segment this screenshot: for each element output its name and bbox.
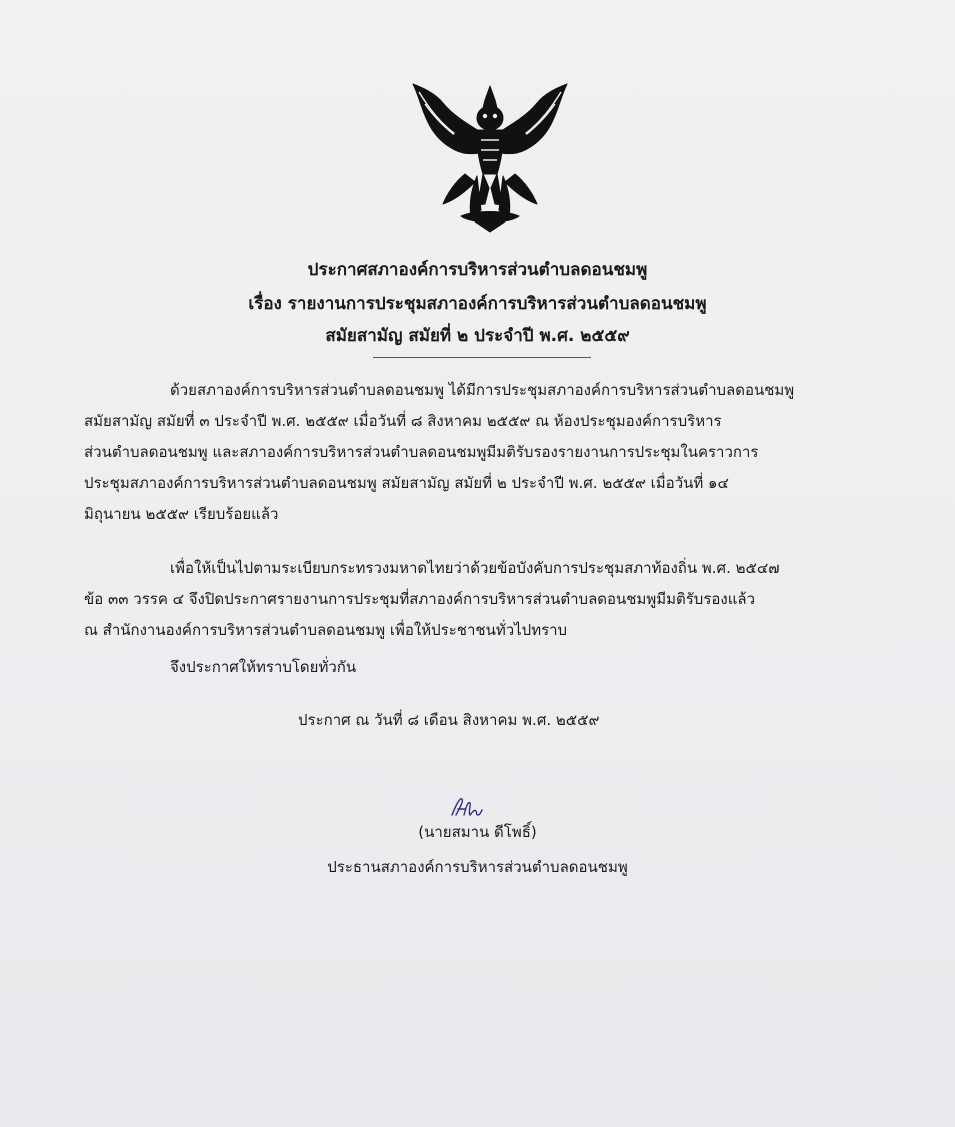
announcement-subject: เรื่อง รายงานการประชุมสภาองค์การบริหารส่วนตำบลดอนชมพู bbox=[248, 294, 707, 314]
paragraph-line: มิถุนายน ๒๕๕๙ เรียบร้อยแล้ว bbox=[84, 505, 279, 523]
announcement-date: ประกาศ ณ วันที่ ๘ เดือน สิงหาคม พ.ศ. ๒๕๕๙ bbox=[298, 711, 600, 729]
signer-name: (นายสมาน ดีโพธิ์) bbox=[418, 823, 537, 841]
paragraph-line: ณ สำนักงานองค์การบริหารส่วนตำบลดอนชมพู เพื่อให้ประชาชนทั่วไปทราบ bbox=[84, 621, 568, 639]
paragraph-line: ประชุมสภาองค์การบริหารส่วนตำบลดอนชมพู สมัยสามัญ สมัยที่ ๒ ประจำปี พ.ศ. ๒๕๕๙ เมื่อวันที่ ๑๔ bbox=[84, 474, 729, 492]
paragraph-line: ส่วนตำบลดอนชมพู และสภาองค์การบริหารส่วนตำบลดอนชมพูมีมติรับรองรายงานการประชุมในคราวการ bbox=[84, 443, 759, 461]
paragraph-1 bbox=[84, 375, 892, 530]
signer-title: ประธานสภาองค์การบริหารส่วนตำบลดอนชมพู bbox=[327, 858, 628, 876]
session-info: สมัยสามัญ สมัยที่ ๒ ประจำปี พ.ศ. ๒๕๕๙ bbox=[325, 326, 630, 346]
closing-statement: จึงประกาศให้ทราบโดยทั่วกัน bbox=[170, 658, 357, 676]
paragraph-line: เพื่อให้เป็นไปตามระเบียบกระทรวงมหาดไทยว่าด้วยข้อบังคับการประชุมสภาท้องถิ่น พ.ศ. ๒๕๔๗ bbox=[170, 559, 780, 577]
garuda-emblem-icon bbox=[405, 78, 575, 234]
heading-divider bbox=[373, 357, 591, 358]
paragraph-line: ข้อ ๓๓ วรรค ๔ จึงปิดประกาศรายงานการประชุมที่สภาองค์การบริหารส่วนตำบลดอนชมพูมีมติรับรองแล้ว bbox=[84, 590, 756, 608]
paragraph-2 bbox=[84, 553, 892, 646]
handwritten-signature bbox=[448, 795, 484, 821]
paragraph-line: ด้วยสภาองค์การบริหารส่วนตำบลดอนชมพู ได้มีการประชุมสภาองค์การบริหารส่วนตำบลดอนชมพู bbox=[170, 381, 795, 399]
announcement-title: ประกาศสภาองค์การบริหารส่วนตำบลดอนชมพู bbox=[307, 260, 648, 280]
paragraph-line: สมัยสามัญ สมัยที่ ๓ ประจำปี พ.ศ. ๒๕๕๙ เมื่อวันที่ ๘ สิงหาคม ๒๕๕๙ ณ ห้องประชุมองค์การบริหาร bbox=[84, 412, 722, 430]
